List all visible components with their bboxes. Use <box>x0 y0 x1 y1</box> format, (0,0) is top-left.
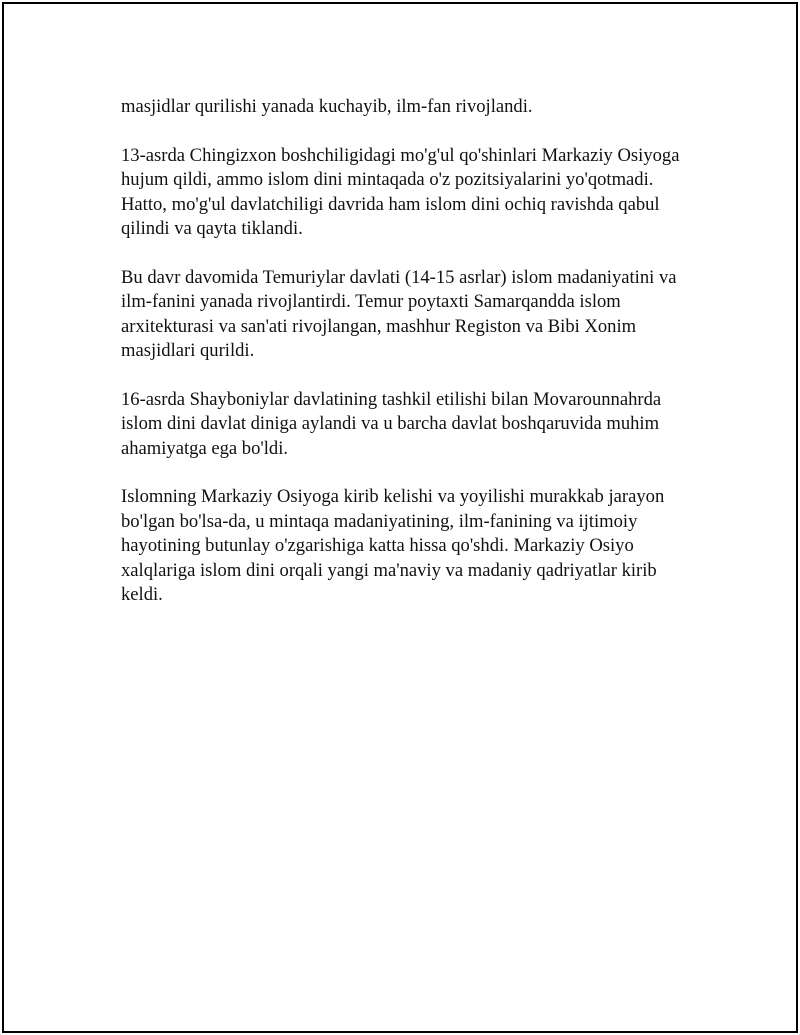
document-body <box>121 95 681 632</box>
paragraph-5 <box>121 485 681 607</box>
text-line: masjidlar qurilishi yanada kuchayib, ilm-fan rivojlandi. <box>121 96 533 117</box>
text-line: arxitekturasi va san'ati rivojlangan, mashhur Registon va Bibi Xonim <box>121 315 637 337</box>
text-line: Hatto, mo'g'ul davlatchiligi davrida ham islom dini ochiq ravishda qabul <box>121 193 660 215</box>
text-line: Islomning Markaziy Osiyoga kirib kelishi va yoyilishi murakkab jarayon <box>121 486 665 508</box>
text-line: hayotining butunlay o'zgarishiga katta hissa qo'shdi. Markaziy Osiyo <box>121 535 634 557</box>
text-line: Bu davr davomida Temuriylar davlati (14-15 asrlar) islom madaniyatini va <box>121 266 677 288</box>
text-line: ilm-fanini yanada rivojlantirdi. Temur poytaxti Samarqandda islom <box>121 291 621 313</box>
text-line: ahamiyatga ega bo'ldi. <box>121 437 289 459</box>
text-line: islom dini davlat diniga aylandi va u barcha davlat boshqaruvida muhim <box>121 413 660 435</box>
paragraph-3 <box>121 266 681 364</box>
paragraph-2 <box>121 144 681 242</box>
text-line: keldi. <box>121 584 163 606</box>
text-line: hujum qildi, ammo islom dini mintaqada o'z pozitsiyalarini yo'qotmadi. <box>121 169 654 191</box>
text-line: xalqlariga islom dini orqali yangi ma'naviy va madaniy qadriyatlar kirib <box>121 559 657 581</box>
paragraph-1 <box>121 95 681 119</box>
text-line: 16-asrda Shayboniylar davlatining tashkil etilishi bilan Movarounnahrda <box>121 388 662 410</box>
page-border <box>2 2 798 1033</box>
paragraph-4 <box>121 388 681 461</box>
text-line: masjidlari qurildi. <box>121 340 255 362</box>
text-line: bo'lgan bo'lsa-da, u mintaqa madaniyatining, ilm-fanining va ijtimoiy <box>121 510 638 532</box>
text-line: 13-asrda Chingizxon boshchiligidagi mo'g'ul qo'shinlari Markaziy Osiyoga <box>121 144 680 166</box>
text-line: qilindi va qayta tiklandi. <box>121 218 303 240</box>
